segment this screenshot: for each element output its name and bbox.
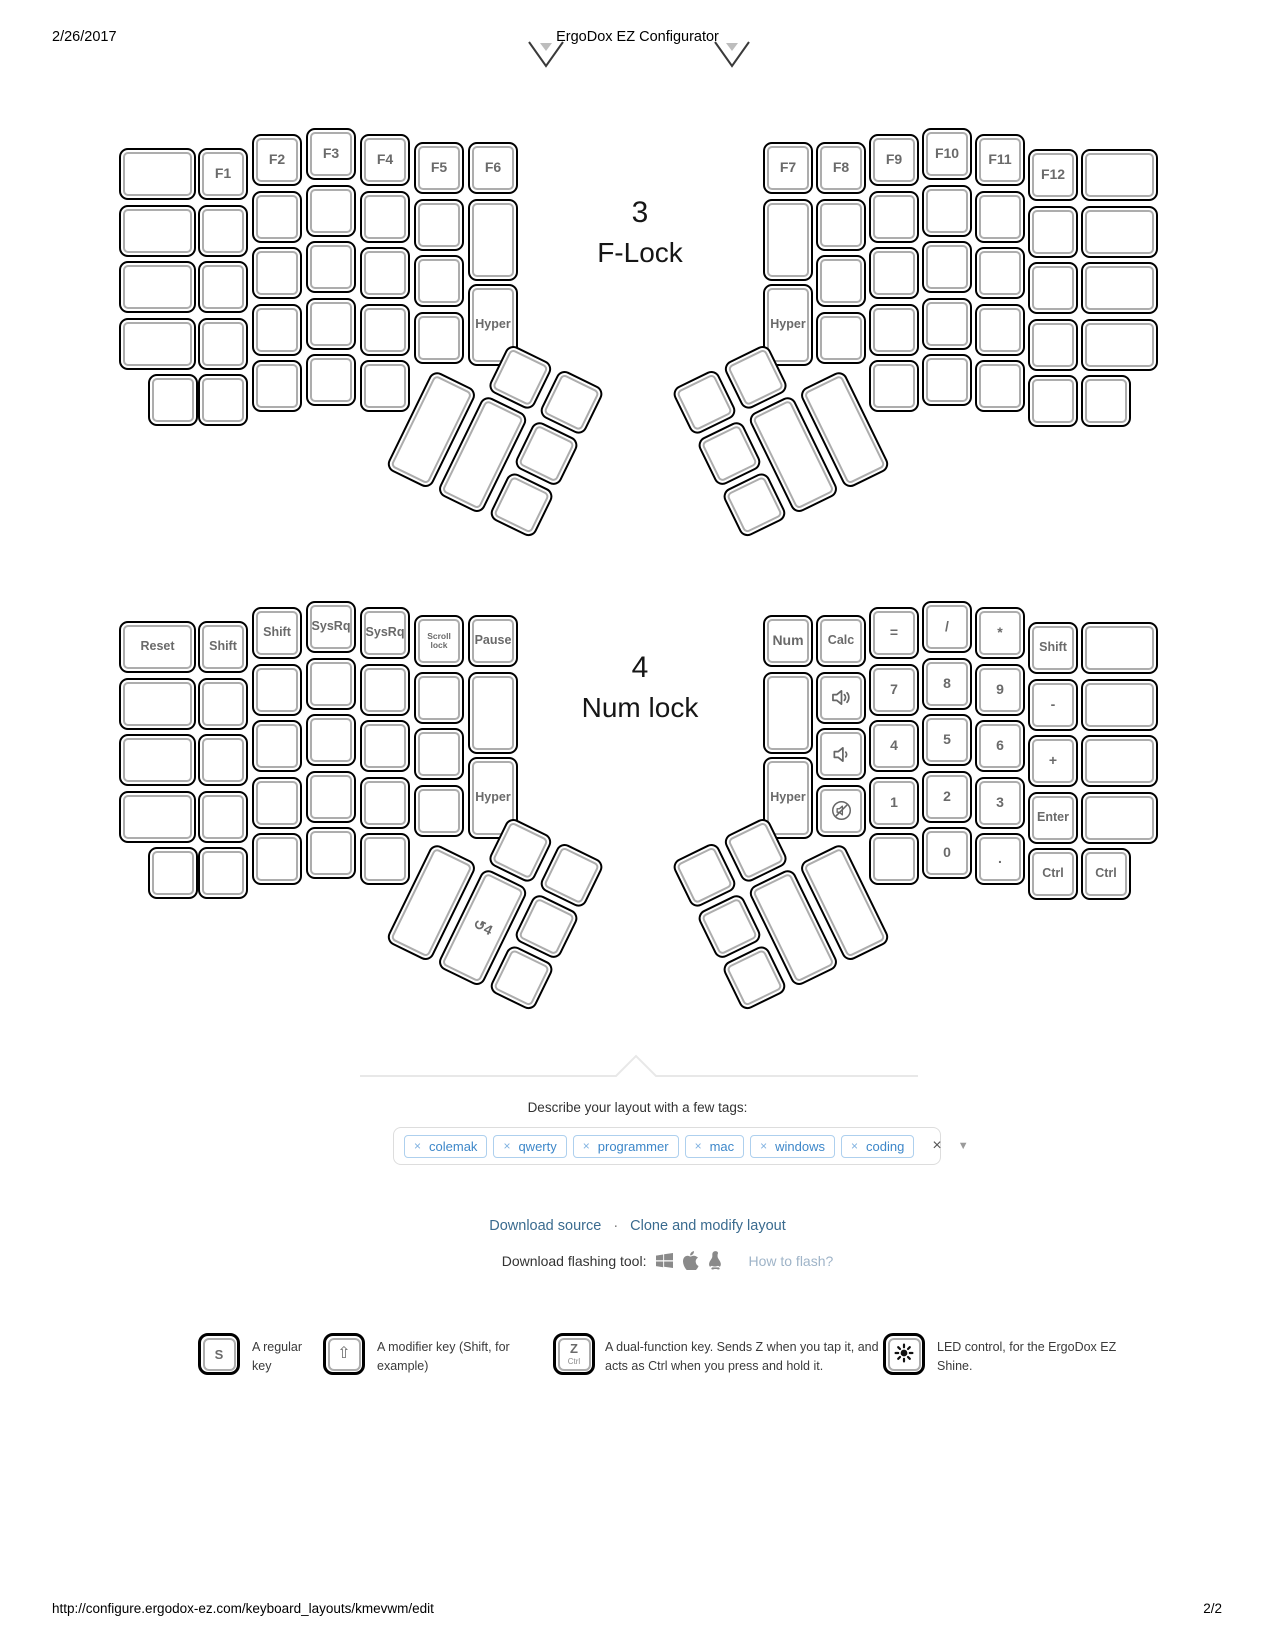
key-label: Hyper (770, 316, 806, 331)
legend-led-key (883, 1333, 925, 1375)
key-blank[interactable] (306, 658, 356, 710)
key-3[interactable] (975, 777, 1025, 829)
key-label: Shift (209, 639, 237, 654)
key-label: F6 (484, 159, 502, 176)
key-label: / (945, 618, 949, 635)
tags-input[interactable] (393, 1127, 969, 1165)
tags-prompt: Describe your layout with a few tags: (527, 1100, 748, 1115)
footer-url: http://configure.ergodox-ez.com/keyboard_layouts/kmevwm/edit (52, 1601, 434, 1616)
tags-dropdown-icon[interactable]: ▼ (957, 1140, 969, 1152)
key-blank[interactable] (198, 261, 248, 313)
key-label: Shift (263, 625, 291, 640)
key-*[interactable] (975, 607, 1025, 659)
key-label: Hyper (770, 789, 806, 804)
key-blank[interactable] (252, 191, 302, 243)
clear-tags-icon[interactable]: × (932, 1137, 942, 1154)
footer-page-number: 2/2 (1203, 1601, 1222, 1616)
section-divider (0, 1048, 1275, 1088)
how-to-flash-link[interactable]: How to flash? (748, 1252, 834, 1269)
legend-regular-key (198, 1333, 240, 1375)
key-f7[interactable] (763, 142, 813, 194)
key-f6[interactable] (468, 142, 518, 194)
key-blank[interactable] (148, 374, 198, 426)
key-blank[interactable] (922, 185, 972, 237)
key-blank[interactable] (1081, 375, 1131, 427)
key--[interactable] (1028, 679, 1078, 731)
layer-heading (515, 196, 765, 269)
key-blank[interactable] (198, 847, 248, 899)
key-label: Enter (1037, 809, 1069, 824)
key-label (831, 800, 852, 821)
key-f4[interactable] (360, 134, 410, 186)
key-blank[interactable] (922, 354, 972, 406)
key-label: Calc (827, 633, 855, 648)
key-pause[interactable] (468, 615, 518, 667)
led-sun-icon (894, 1343, 914, 1365)
key-blank[interactable] (360, 247, 410, 299)
tag-label: colemak (429, 1138, 478, 1154)
key-blank[interactable] (360, 360, 410, 412)
remove-tag-icon[interactable]: × (503, 1139, 511, 1153)
remove-tag-icon[interactable]: × (582, 1139, 590, 1153)
key-blank[interactable] (1081, 679, 1158, 731)
key-blank[interactable] (360, 664, 410, 716)
key-label: F4 (376, 151, 394, 168)
key-label: F8 (832, 159, 850, 176)
key-blank[interactable] (414, 728, 464, 780)
key-blank[interactable] (1081, 149, 1158, 201)
tag-list (404, 1135, 914, 1158)
legend-led-desc: LED control, for the ErgoDox EZ Shine. (937, 1340, 1117, 1374)
key-reset[interactable] (119, 621, 196, 673)
key-blank[interactable] (119, 148, 196, 200)
tag-label: windows (775, 1138, 826, 1154)
key-blank[interactable] (198, 318, 248, 370)
remove-tag-icon[interactable]: × (414, 1139, 422, 1153)
key-blank[interactable] (869, 833, 919, 885)
key-blank[interactable] (816, 255, 866, 307)
key-blank[interactable] (975, 360, 1025, 412)
key-ctrl[interactable] (1081, 848, 1131, 900)
key-label: Shift (1039, 640, 1067, 655)
key-sysrq[interactable] (360, 607, 410, 659)
layer-name: Num lock (581, 692, 699, 723)
layer-name: F-Lock (597, 237, 683, 268)
key-blank[interactable] (1081, 622, 1158, 674)
legend-modifier-key (323, 1333, 365, 1375)
layout-links (0, 1218, 1275, 1234)
key-blank[interactable] (252, 304, 302, 356)
key-2[interactable] (922, 771, 972, 823)
key-label: F10 (934, 145, 960, 162)
legend-regular-key-label: S (214, 1346, 224, 1362)
flashing-tool-label: Download flashing tool: (501, 1252, 647, 1269)
key-label: Ctrl (1095, 866, 1117, 881)
key-label: Reset (140, 639, 175, 654)
key-+[interactable] (1028, 735, 1078, 787)
key-blank[interactable] (252, 777, 302, 829)
key-/[interactable] (922, 601, 972, 653)
key-shift[interactable] (252, 607, 302, 659)
key-enter[interactable] (1028, 792, 1078, 844)
key-blank[interactable] (414, 255, 464, 307)
key-blank[interactable] (119, 318, 196, 370)
key-label: Num (772, 632, 804, 649)
key-blank[interactable] (198, 205, 248, 257)
tag-qwerty[interactable] (493, 1135, 566, 1158)
shift-arrow-icon: ⇧ (337, 1345, 351, 1362)
key-label: 6 (996, 737, 1004, 754)
key-blank[interactable] (198, 374, 248, 426)
key-blank[interactable] (468, 672, 518, 754)
key-label: - (1050, 695, 1056, 712)
key-blank[interactable] (306, 185, 356, 237)
key-num[interactable] (763, 615, 813, 667)
key-shift[interactable] (1028, 622, 1078, 674)
key-blank[interactable] (360, 720, 410, 772)
key-sysrq[interactable] (306, 601, 356, 653)
legend-dual-key-label: Z (570, 1341, 578, 1356)
key-blank[interactable] (763, 672, 813, 754)
key-blank[interactable] (252, 664, 302, 716)
key-ctrl[interactable] (1028, 848, 1078, 900)
key-label: 7 (890, 680, 898, 697)
key-blank[interactable] (252, 247, 302, 299)
print-date: 2/26/2017 (52, 29, 117, 45)
key-f5[interactable] (414, 142, 464, 194)
key-blank[interactable] (119, 678, 196, 730)
key-label: 0 (943, 844, 951, 861)
key-label (830, 688, 853, 707)
key-blank[interactable] (922, 241, 972, 293)
key-blank[interactable] (869, 304, 919, 356)
key-blank[interactable] (1081, 792, 1158, 844)
key-f2[interactable] (252, 134, 302, 186)
link-separator: · (613, 1218, 619, 1234)
key-f9[interactable] (869, 134, 919, 186)
key-label: SysRq (311, 619, 351, 634)
key-blank[interactable] (869, 247, 919, 299)
key-blank[interactable] (975, 191, 1025, 243)
tag-programmer[interactable] (573, 1135, 679, 1158)
key-f12[interactable] (1028, 149, 1078, 201)
apple-icon[interactable] (683, 1251, 699, 1270)
key-1[interactable] (869, 777, 919, 829)
layer-number: 4 (631, 651, 649, 684)
flashing-tool-row (30, 1251, 1275, 1270)
key-.[interactable] (975, 833, 1025, 885)
key-blank[interactable] (414, 672, 464, 724)
key-blank[interactable] (763, 199, 813, 281)
volume-down-icon (831, 745, 851, 764)
key-label: F7 (779, 159, 797, 176)
tag-label: mac (709, 1138, 735, 1154)
key-blank[interactable] (306, 771, 356, 823)
key-label: Ctrl (1042, 866, 1064, 881)
remove-tag-icon[interactable]: × (760, 1139, 768, 1153)
key-label: 2 (943, 787, 951, 804)
key-blank[interactable] (306, 827, 356, 879)
key-label: Hyper (475, 316, 511, 331)
linux-icon[interactable] (708, 1251, 723, 1270)
key-label: 5 (943, 731, 951, 748)
key-blank[interactable] (119, 261, 196, 313)
download-source-link[interactable]: Download source (489, 1218, 602, 1234)
layer-heading (515, 651, 765, 724)
key-blank[interactable] (306, 241, 356, 293)
tag-colemak[interactable] (404, 1135, 487, 1158)
key-f8[interactable] (816, 142, 866, 194)
key-shift[interactable] (198, 621, 248, 673)
key-label: = (889, 624, 899, 641)
key-label: 9 (996, 680, 1004, 697)
remove-tag-icon[interactable]: × (694, 1139, 702, 1153)
key-label: * (997, 624, 1003, 641)
key-0[interactable] (922, 827, 972, 879)
key-blank[interactable] (975, 304, 1025, 356)
legend-dual-key-sublabel: Ctrl (567, 1357, 581, 1366)
tag-label: qwerty (518, 1138, 557, 1154)
key-f11[interactable] (975, 134, 1025, 186)
key-blank[interactable] (869, 191, 919, 243)
key-blank[interactable] (252, 833, 302, 885)
remove-tag-icon[interactable]: × (851, 1139, 859, 1153)
key-label: Hyper (475, 789, 511, 804)
tag-label: coding (866, 1138, 905, 1154)
windows-icon[interactable] (655, 1252, 674, 1269)
key-4[interactable] (869, 720, 919, 772)
key-blank[interactable] (414, 199, 464, 251)
key-blank[interactable] (869, 360, 919, 412)
key-label: SysRq (365, 625, 405, 640)
clone-modify-link[interactable]: Clone and modify layout (630, 1218, 786, 1234)
key-blank[interactable] (360, 833, 410, 885)
key-volume-down[interactable] (816, 728, 866, 780)
key-blank[interactable] (922, 298, 972, 350)
key-label: 8 (943, 674, 951, 691)
volume-up-icon (830, 688, 853, 707)
key-blank[interactable] (1081, 319, 1158, 371)
key-label: F9 (885, 151, 903, 168)
key-blank[interactable] (306, 354, 356, 406)
key-5[interactable] (922, 714, 972, 766)
tag-windows[interactable] (750, 1135, 835, 1158)
key-f1[interactable] (198, 148, 248, 200)
key-volume-up[interactable] (816, 672, 866, 724)
key-label: F11 (988, 151, 1012, 168)
key-blank[interactable] (1028, 375, 1078, 427)
key-label: F5 (430, 159, 448, 176)
key-blank[interactable] (252, 720, 302, 772)
tag-mac[interactable] (685, 1135, 745, 1158)
key-label: 3 (996, 793, 1004, 810)
key-blank[interactable] (198, 678, 248, 730)
key-scrolllock[interactable] (414, 615, 464, 667)
legend-regular-desc: A regular key (252, 1340, 303, 1374)
key-blank[interactable] (360, 777, 410, 829)
legend-modifier-desc: A modifier key (Shift, for example) (377, 1340, 510, 1374)
key-blank[interactable] (119, 205, 196, 257)
key-blank[interactable] (1028, 319, 1078, 371)
legend-dual-function-key (553, 1333, 595, 1375)
layer-number: 3 (631, 196, 649, 229)
page-title: ErgoDox EZ Configurator (556, 29, 719, 45)
key-blank[interactable] (1028, 206, 1078, 258)
key-blank[interactable] (360, 304, 410, 356)
key-blank[interactable] (252, 360, 302, 412)
key-label: F1 (214, 165, 232, 182)
key-blank[interactable] (198, 734, 248, 786)
key-label: + (1048, 752, 1058, 769)
tag-label: programmer (597, 1138, 669, 1154)
key-6[interactable] (975, 720, 1025, 772)
key-label: 4 (890, 737, 898, 754)
key-9[interactable] (975, 664, 1025, 716)
key-7[interactable] (869, 664, 919, 716)
key-label: ↺4 (470, 915, 496, 939)
key-f10[interactable] (922, 128, 972, 180)
key-label: F3 (322, 145, 340, 162)
key-blank[interactable] (1081, 262, 1158, 314)
key-blank[interactable] (360, 191, 410, 243)
key-blank[interactable] (306, 298, 356, 350)
key-label: F2 (268, 151, 286, 168)
key-=[interactable] (869, 607, 919, 659)
key-label: 1 (890, 793, 898, 810)
key-label (831, 745, 851, 764)
key-blank[interactable] (306, 714, 356, 766)
legend-dual-desc: A dual-function key. Sends Z when you tap it, and acts as Ctrl when you press and hold it. (605, 1340, 879, 1374)
key-blank[interactable] (1081, 206, 1158, 258)
key-blank[interactable] (1028, 262, 1078, 314)
volume-mute-icon (831, 800, 852, 821)
key-calc[interactable] (816, 615, 866, 667)
key-blank[interactable] (198, 791, 248, 843)
key-blank[interactable] (119, 791, 196, 843)
key-blank[interactable] (975, 247, 1025, 299)
key-f3[interactable] (306, 128, 356, 180)
key-label: . (998, 850, 1002, 867)
key-blank[interactable] (468, 199, 518, 281)
key-8[interactable] (922, 658, 972, 710)
key-label: F12 (1040, 166, 1066, 183)
key-blank[interactable] (119, 734, 196, 786)
key-label: Pause (474, 633, 512, 648)
key-blank[interactable] (816, 199, 866, 251)
tag-coding[interactable] (841, 1135, 914, 1158)
key-blank[interactable] (148, 847, 198, 899)
key-label: Scroll lock (427, 630, 451, 650)
key-blank[interactable] (1081, 735, 1158, 787)
